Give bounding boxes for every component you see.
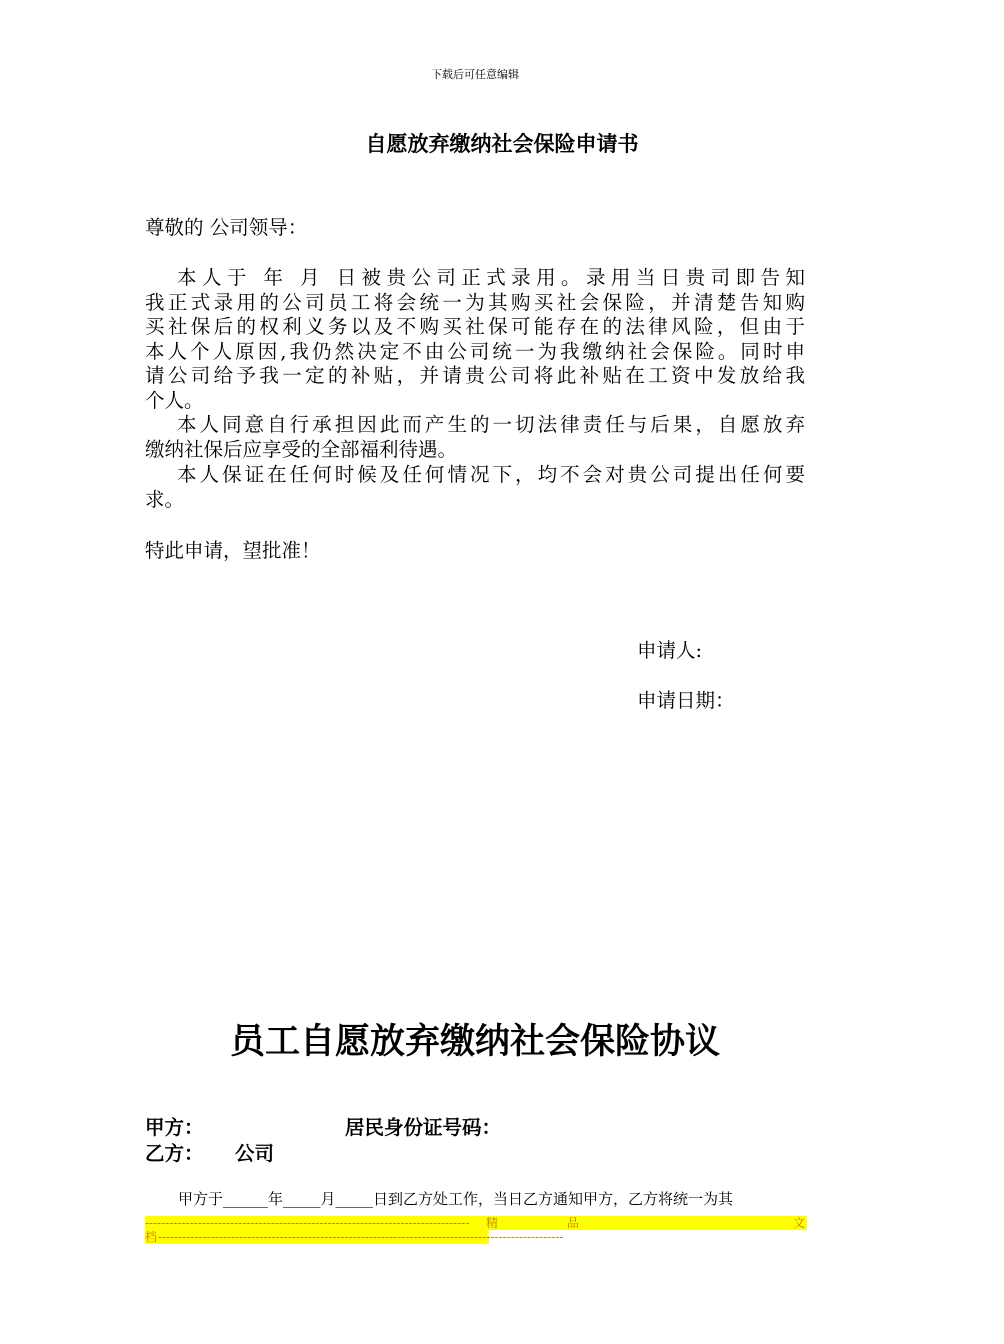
paragraph-1-line: 买社保后的权利义务以及不购买社保可能存在的法律风险，但由于 (145, 315, 805, 338)
closing-text: 特此申请，望批准！ (145, 539, 321, 562)
paragraph-3-line: 求。 (145, 487, 185, 511)
salutation: 尊敬的 公司领导： (145, 216, 308, 239)
footer-dashes: -------------------------------------------------------------------------------- (145, 1216, 470, 1230)
paragraph-1-line: 请公司给予我一定的补贴，并请贵公司将此补贴在工资中发放给我 (145, 364, 805, 387)
paragraph-3 (145, 463, 805, 512)
paragraph-2-line: 本人同意自行承担因此而产生的一切法律责任与后果，自愿放弃 (177, 413, 805, 436)
footer-char: 精 (486, 1216, 499, 1230)
footer-char: 品 (567, 1216, 580, 1230)
application-title: 自愿放弃缴纳社会保险申请书 (365, 132, 639, 156)
footer-banner (145, 1216, 807, 1244)
agreement-first-line: 甲方于______年_____月_____日到乙方处工作，当日乙方通知甲方，乙方将统一为其 (178, 1190, 734, 1208)
party-a-label: 甲方： (145, 1116, 204, 1139)
footer-line-2 (145, 1230, 564, 1244)
paragraph-1-line: 本人于 年 月 日被贵公司正式录用。录用当日贵司即告知 (177, 266, 805, 289)
paragraph-1-line: 我正式录用的公司员工将会统一为其购买社会保险，并清楚告知购 (145, 290, 805, 314)
id-number-label: 居民身份证号码： (345, 1116, 502, 1139)
paragraph-3-line: 本人保证在任何时候及任何情况下，均不会对贵公司提出任何要 (177, 463, 805, 486)
applicant-label: 申请人: (637, 639, 703, 662)
party-b-label: 乙方： (145, 1142, 204, 1165)
footer-char: 文 (793, 1216, 806, 1230)
paragraph-1-line: 本人个人原因,我仍然决定不由公司统一为我缴纳社会保险。同时申 (145, 339, 805, 363)
footer-dashes: ---------------------------------------------------------------------------------------------------- (158, 1230, 564, 1244)
footer-char: 档 (145, 1230, 158, 1244)
header-note: 下载后可任意编辑 (431, 68, 519, 81)
paragraph-1-line: 个人。 (145, 388, 204, 412)
application-date-label: 申请日期： (637, 689, 735, 712)
paragraph-2 (145, 413, 805, 462)
paragraph-2-line: 缴纳社保后应享受的全部福利待遇。 (145, 437, 458, 461)
footer-line-1 (145, 1216, 807, 1230)
party-b-company: 公司 (235, 1142, 275, 1165)
paragraph-1 (145, 266, 805, 413)
agreement-title: 员工自愿放弃缴纳社会保险协议 (229, 1022, 720, 1062)
